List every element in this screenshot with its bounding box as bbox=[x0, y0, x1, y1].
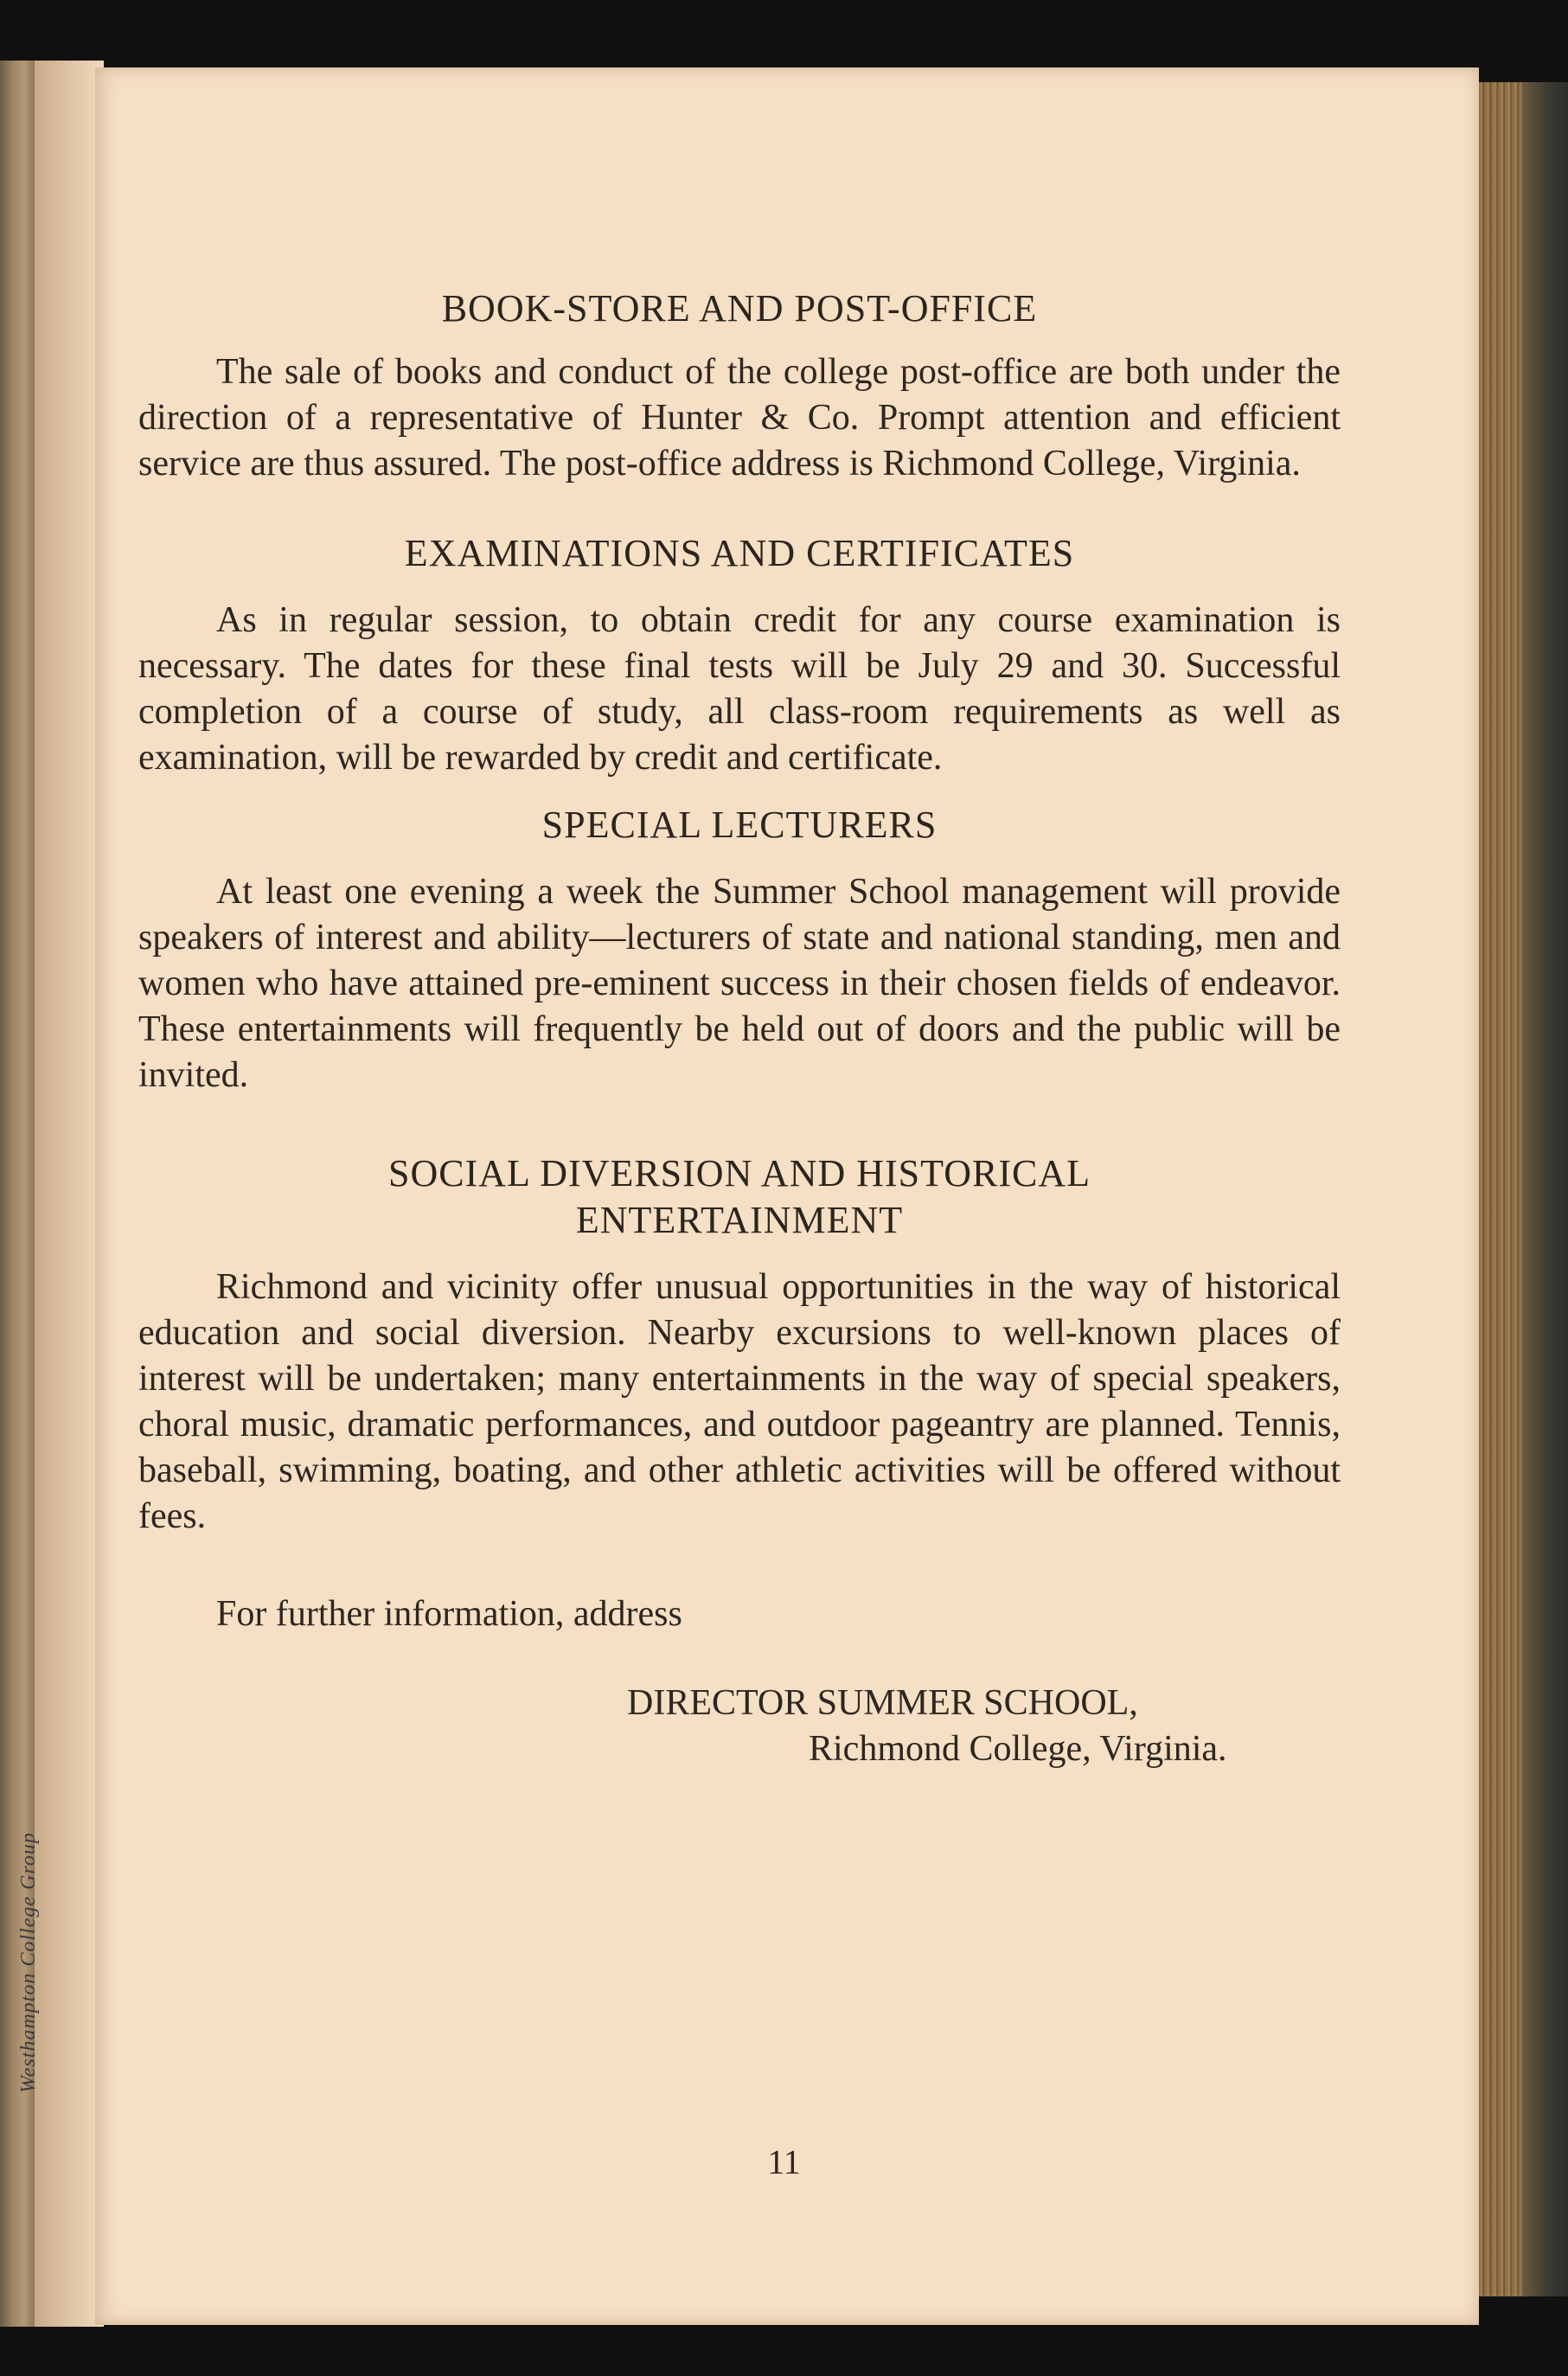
page-content bbox=[138, 251, 1341, 1772]
section-body-social: Richmond and vicinity offer unusual opportunities in the way of historical education and social diversion. Nearby excursions to well-known places of interest will be undertaken; many entertainments in the way of special speakers, choral music, dramatic performances, and outdoor pageantry are planned. Tennis, baseball, swimming, boating, and other athletic activities will be offered without fees. bbox=[138, 1267, 1341, 1536]
section-body-examinations: As in regular session, to obtain credit for any course examination is necessary. The dates for these final tests will be July 29 and 30. Successful completion of a course of study, all class-room requirements as well as examination, will be rewarded by credit and certificate. bbox=[138, 600, 1341, 778]
section-heading-examinations: EXAMINATIONS AND CERTIFICATES bbox=[404, 532, 1075, 574]
closing-line: For further information, address bbox=[216, 1594, 682, 1634]
page-number: 11 bbox=[767, 2142, 801, 2181]
watermark-text: Westhampton College Group bbox=[17, 1832, 40, 2093]
book-cover-edge bbox=[1522, 82, 1568, 2296]
section-body-bookstore: The sale of books and conduct of the college post-office are both under the direction of a representative of Hunter & Co. Prompt attention and efficient service are thus assured. The post-office address is Richmond College, Virginia. bbox=[138, 352, 1341, 484]
page-gutter bbox=[35, 61, 104, 2327]
address-block bbox=[627, 1681, 1341, 1772]
address-line-1: DIRECTOR SUMMER SCHOOL, bbox=[627, 1683, 1138, 1723]
section-body-lecturers: At least one evening a week the Summer School management will provide speakers of interest and ability—lecturers of state and national standing, men and women who have attained pre-eminent success in their chosen fields of endeavor. These entertainments will frequently be held out of doors and the public will be invited. bbox=[138, 872, 1341, 1095]
section-heading-bookstore: BOOK-STORE AND POST-OFFICE bbox=[441, 287, 1038, 330]
section-heading-social: SOCIAL DIVERSION AND HISTORICAL ENTERTAINMENT bbox=[387, 1152, 1091, 1241]
address-line-2: Richmond College, Virginia. bbox=[809, 1729, 1227, 1769]
section-heading-lecturers: SPECIAL LECTURERS bbox=[541, 804, 938, 846]
